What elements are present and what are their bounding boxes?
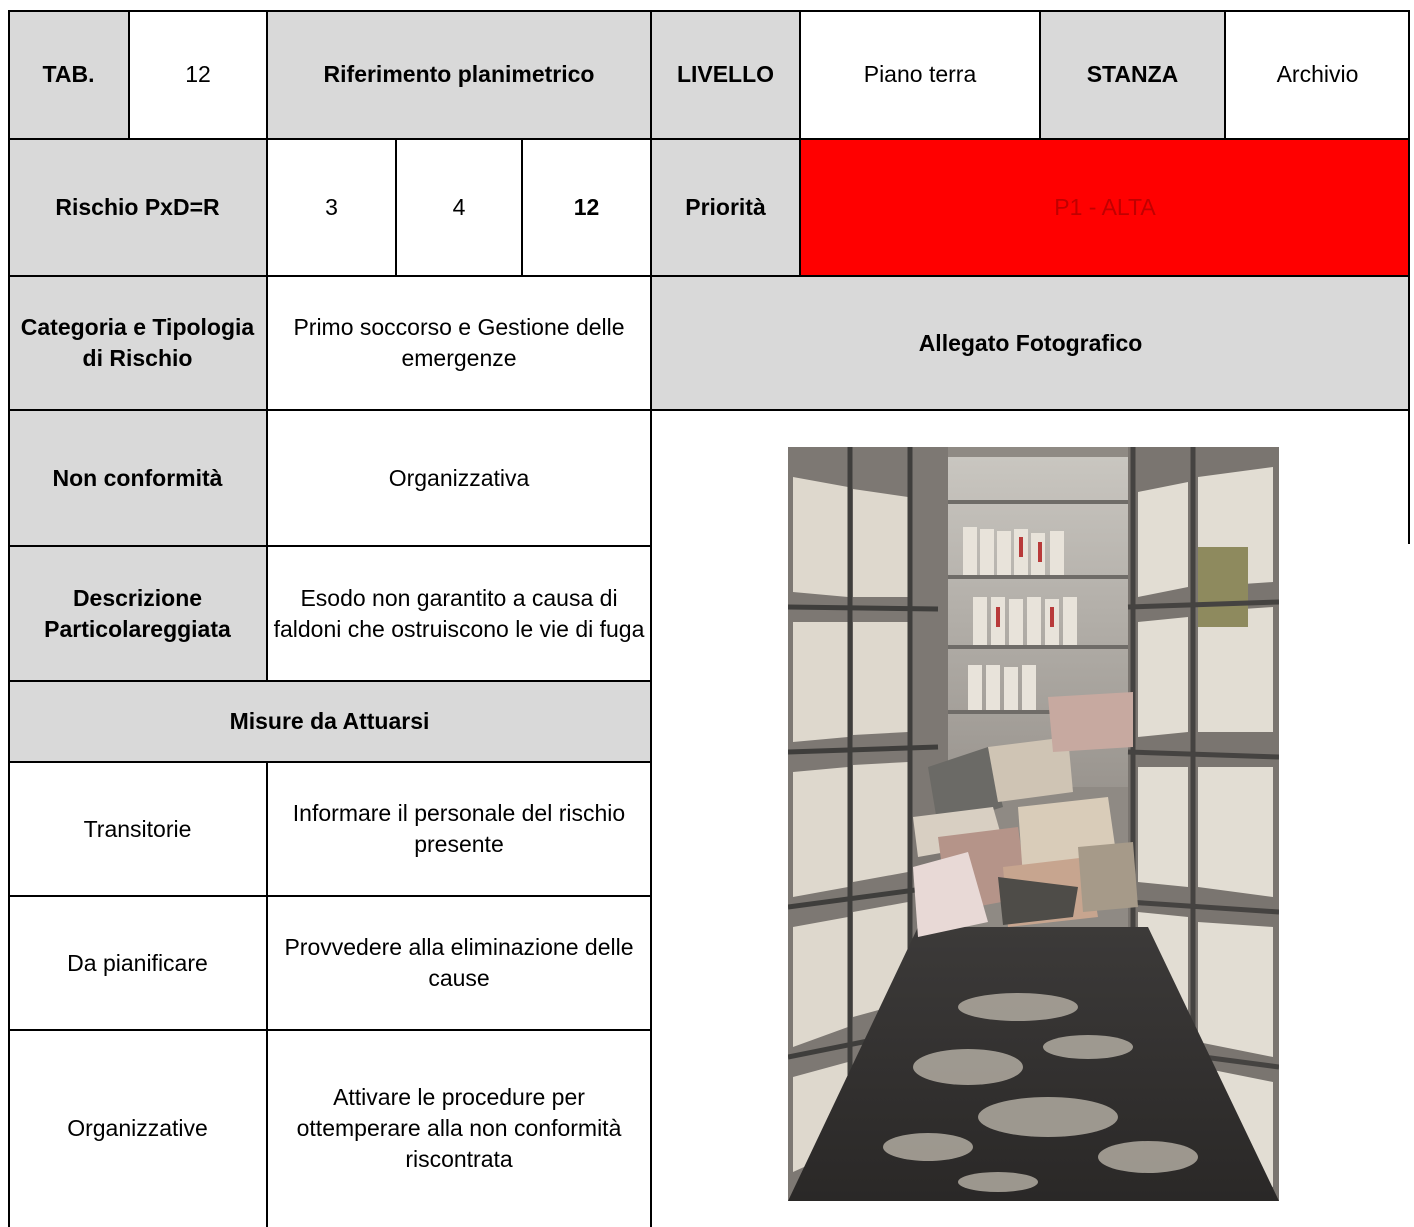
photo-attachment-label: Allegato Fotografico: [651, 276, 1410, 410]
detailed-description-label: Descrizione Particolareggiata: [8, 546, 267, 681]
measure-planned-label: Da pianificare: [67, 949, 208, 976]
measure-planned-value: Provvedere alla eliminazione delle cause: [284, 934, 634, 991]
detailed-description-value: Esodo non garantito a causa di faldoni che ostruiscono le vie di fuga: [273, 584, 645, 642]
archive-room-photo: [788, 447, 1279, 1201]
measure-organizational-label: Organizzative: [67, 1115, 208, 1141]
level-label: LIVELLO: [651, 10, 800, 139]
tab-label: TAB.: [8, 10, 129, 139]
measure-transitional-value: Informare il personale del rischio presente: [292, 800, 626, 857]
room-label: STANZA: [1040, 10, 1225, 139]
risk-category-label: Categoria e Tipologia di Rischio: [8, 276, 267, 410]
risk-formula-label: Rischio PxD=R: [8, 139, 267, 276]
measure-organizational-value: Attivare le procedure per ottemperare alla non conformità riscontrata: [296, 1084, 622, 1172]
level-value: Piano terra: [863, 61, 977, 87]
measure-transitional-label: Transitorie: [83, 815, 192, 842]
planimetric-reference-label: Riferimento planimetrico: [267, 10, 651, 139]
risk-damage: 4: [452, 194, 466, 220]
non-conformity-value: Organizzativa: [388, 464, 530, 491]
tab-number: 12: [185, 61, 211, 87]
measures-title: Misure da Attuarsi: [8, 681, 651, 762]
room-value: Archivio: [1276, 61, 1359, 87]
risk-result: 12: [573, 194, 600, 220]
non-conformity-label: Non conformità: [8, 410, 267, 546]
priority-label: Priorità: [651, 139, 800, 276]
priority-value: P1 - ALTA: [800, 139, 1410, 276]
risk-probability: 3: [325, 194, 338, 220]
risk-category-value: Primo soccorso e Gestione delle emergenze: [293, 314, 625, 371]
